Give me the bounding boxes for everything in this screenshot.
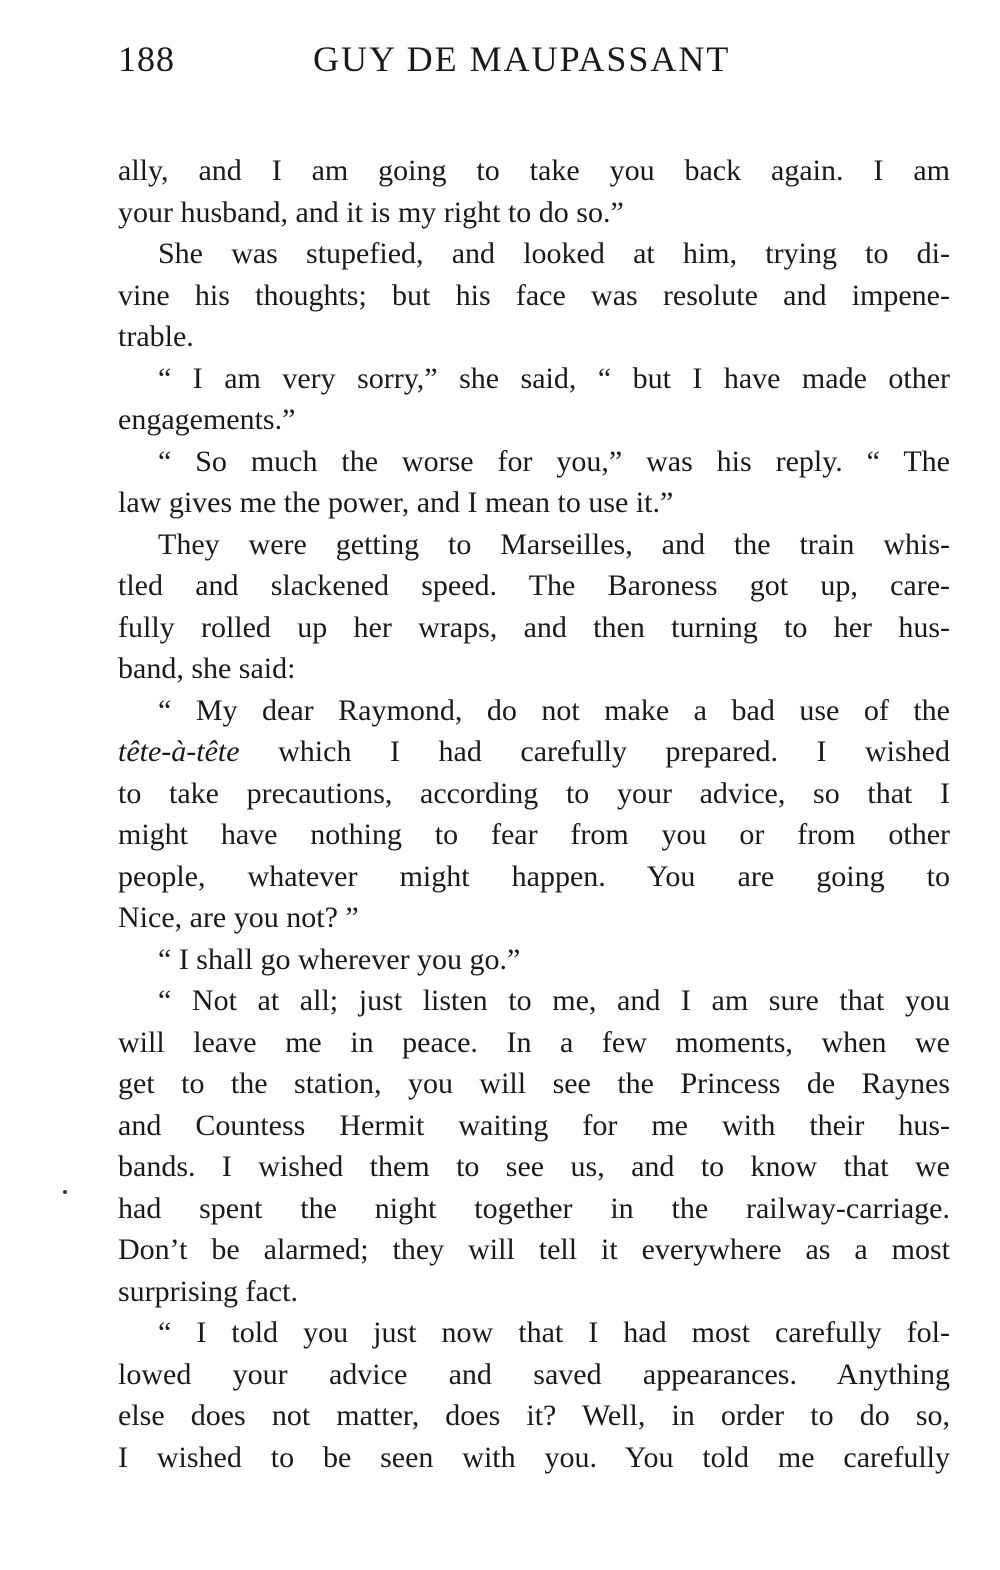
text-line: law gives me the power, and I mean to use it.”	[118, 486, 674, 519]
page-header	[118, 38, 950, 88]
text-line: “ Not at all; just listen to me, and I am sure that you	[158, 984, 950, 1017]
text-line: “ I am very sorry,” she said, “ but I have made other	[158, 361, 950, 395]
text-line: fully rolled up her wraps, and then turning to her hus-	[118, 610, 950, 644]
running-title: GUY DE MAUPASSANT	[313, 39, 731, 79]
text-line: “ My dear Raymond, do not make a bad use of the	[158, 693, 950, 727]
text-line: tled and slackened speed. The Baroness got up, care-	[118, 569, 950, 602]
text-line: “ I shall go wherever you go.”	[158, 942, 521, 976]
text-line-rest: which I had carefully prepared. I wished	[239, 735, 950, 768]
text-line: and Countess Hermit waiting for me with their hus-	[118, 1108, 950, 1142]
text-line: get to the station, you will see the Princess de Raynes	[118, 1067, 950, 1100]
text-line: They were getting to Marseilles, and the train whis-	[158, 527, 950, 561]
page-number: 188	[118, 39, 175, 79]
text-line: trable.	[118, 320, 194, 353]
text-line	[118, 731, 950, 773]
text-line: She was stupefied, and looked at him, trying to di-	[158, 237, 950, 270]
text-line: vine his thoughts; but his face was resolute and impene-	[118, 278, 950, 312]
text-line: your husband, and it is my right to do so.”	[118, 195, 624, 229]
body-text	[118, 150, 950, 1478]
text-line: lowed your advice and saved appearances. Anything	[118, 1357, 950, 1391]
text-line: people, whatever might happen. You are going to	[118, 859, 950, 893]
text-line: “ I told you just now that I had most carefully fol-	[158, 1316, 950, 1349]
italic-phrase: tête-à-tête	[118, 735, 240, 768]
text-line: ally, and I am going to take you back again. I am	[118, 154, 950, 187]
text-line: surprising fact.	[118, 1274, 298, 1308]
text-line: Nice, are you not? ”	[118, 901, 359, 934]
text-line: engagements.”	[118, 403, 296, 436]
text-line: had spent the night together in the railway-carriage.	[118, 1191, 950, 1225]
text-line: Don’t be alarmed; they will tell it everywhere as a most	[118, 1233, 950, 1266]
text-line: “ So much the worse for you,” was his reply. “ The	[158, 444, 950, 478]
text-line: else does not matter, does it? Well, in order to do so,	[118, 1399, 950, 1432]
text-line: will leave me in peace. In a few moments, when we	[118, 1025, 950, 1059]
text-line: might have nothing to fear from you or from other	[118, 818, 950, 851]
text-line: bands. I wished them to see us, and to know that we	[118, 1150, 950, 1183]
text-line: band, she said:	[118, 652, 296, 685]
print-speck	[63, 1190, 67, 1194]
book-page	[118, 38, 950, 1478]
text-line: to take precautions, according to your advice, so that I	[118, 776, 950, 810]
text-line: I wished to be seen with you. You told me carefully	[118, 1440, 950, 1474]
